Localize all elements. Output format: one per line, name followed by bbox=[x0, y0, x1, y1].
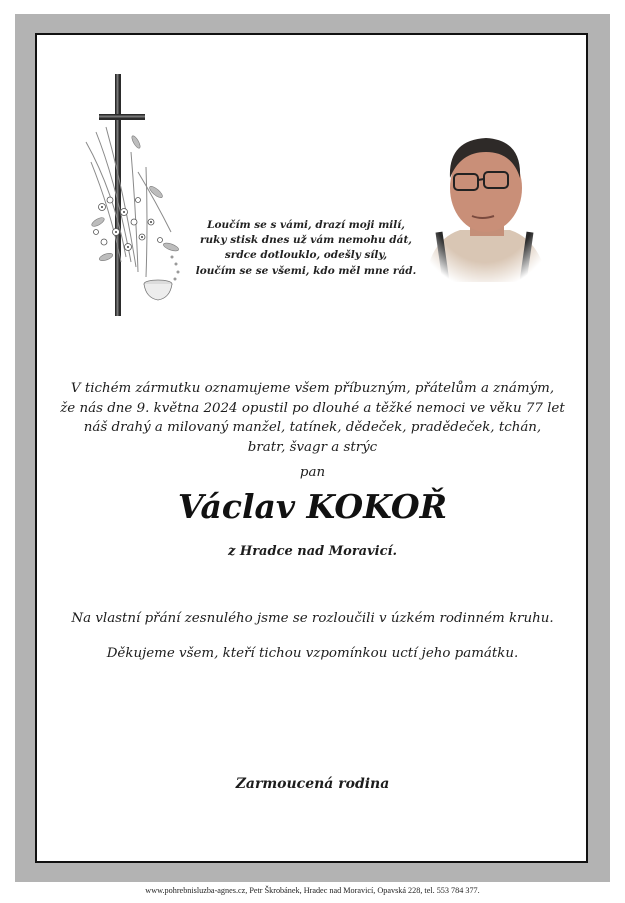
origin-line: z Hradce nad Moravicí. bbox=[228, 544, 397, 559]
announcement-line: že nás dne 9. května 2024 opustil po dlouhé a těžké nemoci ve věku 77 let bbox=[60, 400, 565, 416]
poem-line: srdce dotlouklo, odešly síly, bbox=[224, 249, 388, 262]
announcement-line: náš drahý a milovaný manžel, tatínek, dědeček, pradědeček, tchán, bbox=[83, 420, 542, 435]
honorific: pan bbox=[299, 465, 326, 480]
thanks-line: Děkujeme všem, kteří tichou vzpomínkou uctí jeho památku. bbox=[106, 646, 519, 661]
funeral-service-footer: www.pohrebnisluzba-agnes.cz, Petr Škrobánek, Hradec nad Moravicí, Opavská 228, tel. 553 784 377. bbox=[145, 886, 480, 895]
portrait-photo bbox=[420, 130, 550, 282]
poem-line: ruky stisk dnes už vám nemohu dát, bbox=[200, 234, 412, 247]
poem-line: Loučím se s vámi, drazí moji milí, bbox=[207, 219, 405, 231]
wish-line: Na vlastní přání zesnulého jsme se rozloučili v úzkém rodinném kruhu. bbox=[71, 611, 554, 626]
announcement-line: V tichém zármutku oznamujeme všem příbuzným, přátelům a známým, bbox=[70, 381, 555, 396]
announcement-line: bratr, švagr a strýc bbox=[247, 439, 378, 455]
family-signature: Zarmoucená rodina bbox=[235, 776, 390, 792]
announcement-text bbox=[50, 379, 575, 457]
deceased-name: Václav KOKOŘ bbox=[177, 487, 448, 526]
poem-line: loučím se se všemi, kdo měl mne rád. bbox=[195, 264, 417, 277]
farewell-poem bbox=[190, 218, 422, 279]
cross-with-flowers-icon bbox=[76, 72, 188, 320]
